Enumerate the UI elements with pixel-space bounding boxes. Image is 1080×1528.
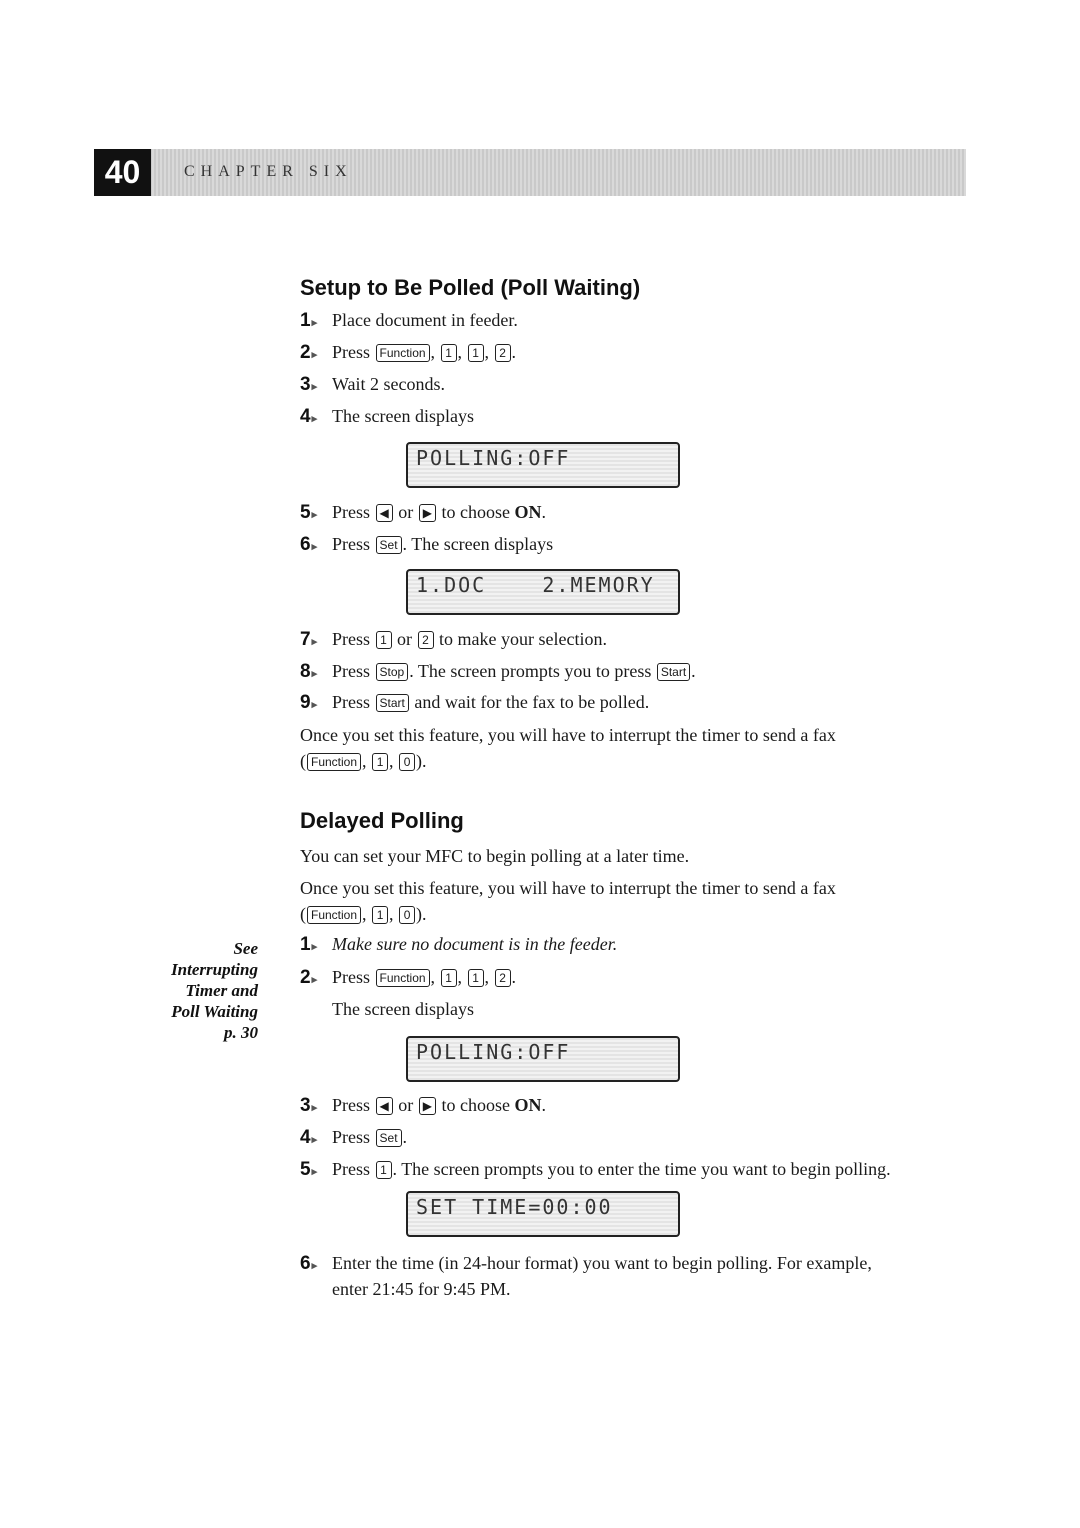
set-key: Set bbox=[376, 536, 402, 554]
step-number: 5 ▸ bbox=[300, 1159, 326, 1181]
s1-step-9 bbox=[300, 692, 649, 714]
step-number: 4 ▸ bbox=[300, 406, 326, 428]
page-number: 40 bbox=[94, 149, 151, 196]
step-text: or bbox=[398, 502, 414, 522]
step-text: Make sure no document is in the feeder. bbox=[332, 934, 618, 954]
step-number: 6 ▸ bbox=[300, 1253, 326, 1275]
sidenote-line: Poll Waiting bbox=[171, 1002, 258, 1021]
key-2: 2 bbox=[495, 344, 511, 362]
s1-step-2: 2 ▸ Press Function , 1 , 1 , 2 . bbox=[300, 342, 516, 364]
note-text: Once you set this feature, you will have to interrupt the timer to send a fax bbox=[300, 725, 836, 745]
step-text: Press bbox=[332, 1127, 371, 1147]
step-number: 2 ▸ bbox=[300, 342, 326, 364]
step-text: . bbox=[541, 1095, 546, 1115]
step-number: 1 ▸ bbox=[300, 934, 326, 956]
step-text: . The screen prompts you to enter the time you want to begin polling. bbox=[392, 1159, 891, 1179]
s2-step-6-line2: enter 21:45 for 9:45 PM. bbox=[332, 1279, 511, 1299]
key-2: 2 bbox=[495, 969, 511, 987]
left-arrow-key: ◀ bbox=[376, 1097, 393, 1115]
step-number: 1 ▸ bbox=[300, 310, 326, 332]
sidenote-see-interrupting bbox=[130, 938, 258, 1043]
key-0: 0 bbox=[399, 753, 415, 771]
key-1: 1 bbox=[468, 969, 484, 987]
step-text: Press bbox=[332, 534, 371, 554]
key-2: 2 bbox=[418, 631, 434, 649]
lcd-display-polling-off: POLLING:OFF bbox=[406, 1036, 680, 1082]
s2-step-2: 2 ▸ Press Function , 1 , 1 , 2 . bbox=[300, 967, 516, 989]
key-1: 1 bbox=[376, 631, 392, 649]
step-number: 2 ▸ bbox=[300, 967, 326, 989]
step-bold: ON bbox=[514, 1095, 542, 1115]
step-number: 6 ▸ bbox=[300, 534, 326, 556]
key-1: 1 bbox=[441, 969, 457, 987]
step-text: to choose bbox=[441, 502, 510, 522]
function-key: Function bbox=[376, 344, 430, 362]
lcd-display-polling-off: POLLING:OFF bbox=[406, 442, 680, 488]
step-text: Press bbox=[332, 692, 371, 712]
step-text: Press bbox=[332, 1095, 371, 1115]
key-1: 1 bbox=[376, 1161, 392, 1179]
step-text: Press bbox=[332, 502, 371, 522]
right-arrow-key: ▶ bbox=[419, 504, 436, 522]
left-arrow-key: ◀ bbox=[376, 504, 393, 522]
s1-note: Once you set this feature, you will have to interrupt the timer to send a fax ( Function , 1 , 0 ). bbox=[300, 725, 836, 771]
key-1: 1 bbox=[441, 344, 457, 362]
key-0: 0 bbox=[399, 906, 415, 924]
step-number: 8 ▸ bbox=[300, 661, 326, 683]
step-number: 7 ▸ bbox=[300, 629, 326, 651]
step-text: . The screen prompts you to press bbox=[409, 661, 652, 681]
lcd-display-doc-memory: 1.DOC 2.MEMORY bbox=[406, 569, 680, 615]
s2-intro: You can set your MFC to begin polling at a later time. bbox=[300, 846, 690, 866]
sidenote-line: Interrupting bbox=[171, 960, 258, 979]
step-text: . bbox=[541, 502, 546, 522]
key-1: 1 bbox=[372, 906, 388, 924]
start-key: Start bbox=[376, 694, 409, 712]
section-title-poll-waiting: Setup to Be Polled (Poll Waiting) bbox=[300, 275, 641, 300]
sidenote-line: See bbox=[233, 939, 258, 958]
step-number: 9 ▸ bbox=[300, 692, 326, 714]
section-title-delayed-polling: Delayed Polling bbox=[300, 808, 464, 833]
step-number: 3 ▸ bbox=[300, 1095, 326, 1117]
step-text: Press bbox=[332, 661, 371, 681]
step-text: or bbox=[398, 1095, 414, 1115]
step-text: or bbox=[397, 629, 413, 649]
step-text: . The screen displays bbox=[402, 534, 554, 554]
step-text: Press bbox=[332, 967, 371, 987]
s2-step-6 bbox=[300, 1253, 872, 1275]
s1-step-8 bbox=[300, 661, 696, 683]
step-text: . bbox=[402, 1127, 408, 1147]
sidenote-line: Timer and bbox=[185, 981, 258, 1000]
step-text: Press bbox=[332, 342, 371, 362]
function-key: Function bbox=[307, 906, 361, 924]
s2-step-4 bbox=[300, 1127, 407, 1149]
step-number: 3 ▸ bbox=[300, 374, 326, 396]
s1-step-1 bbox=[300, 310, 518, 332]
function-key: Function bbox=[307, 753, 361, 771]
step-number: 5 ▸ bbox=[300, 502, 326, 524]
step-text: Enter the time (in 24-hour format) you want to begin polling. For example, bbox=[332, 1253, 872, 1273]
s2-step-2-sub: The screen displays bbox=[332, 999, 474, 1019]
stop-key: Stop bbox=[376, 663, 409, 681]
right-arrow-key: ▶ bbox=[419, 1097, 436, 1115]
s2-step-1 bbox=[300, 934, 617, 956]
step-text: Press bbox=[332, 1159, 371, 1179]
start-key: Start bbox=[657, 663, 690, 681]
s2-step-3 bbox=[300, 1095, 546, 1117]
key-1: 1 bbox=[468, 344, 484, 362]
step-number: 4 ▸ bbox=[300, 1127, 326, 1149]
s1-step-5 bbox=[300, 502, 546, 524]
step-text: to make your selection. bbox=[439, 629, 607, 649]
step-text: and wait for the fax to be polled. bbox=[414, 692, 650, 712]
step-text: Press bbox=[332, 629, 371, 649]
step-text: Wait 2 seconds. bbox=[332, 374, 446, 394]
s2-note: Once you set this feature, you will have to interrupt the timer to send a fax ( Function , 1 , 0 ). bbox=[300, 878, 836, 924]
step-bold: ON bbox=[514, 502, 542, 522]
chapter-title: CHAPTER SIX bbox=[184, 163, 353, 180]
step-text: Place document in feeder. bbox=[332, 310, 518, 330]
set-key: Set bbox=[376, 1129, 402, 1147]
s2-step-5 bbox=[300, 1159, 891, 1181]
function-key: Function bbox=[376, 969, 430, 987]
key-1: 1 bbox=[372, 753, 388, 771]
sidenote-line: p. 30 bbox=[224, 1023, 258, 1042]
step-text: to choose bbox=[441, 1095, 510, 1115]
lcd-display-set-time: SET TIME=00:00 bbox=[406, 1191, 680, 1237]
step-text: The screen displays bbox=[332, 406, 474, 426]
s1-step-6 bbox=[300, 534, 553, 556]
step-text: . bbox=[691, 661, 696, 681]
s1-step-4 bbox=[300, 406, 474, 428]
s1-step-3 bbox=[300, 374, 445, 396]
s1-step-7 bbox=[300, 629, 607, 651]
note-text: Once you set this feature, you will have to interrupt the timer to send a fax bbox=[300, 878, 836, 898]
